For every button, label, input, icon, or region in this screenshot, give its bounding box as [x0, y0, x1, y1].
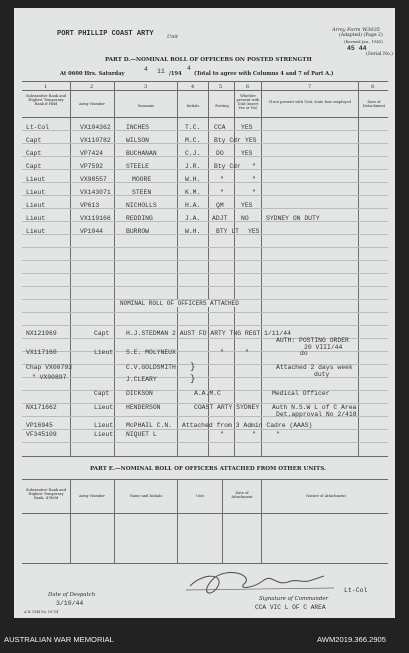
officer-initials: C.J. [185, 150, 201, 157]
col-header-employment: If not present with Unit, state how employed [269, 100, 351, 104]
attached-note: Attached 2 days week [276, 364, 353, 371]
attached-note: do [300, 350, 308, 357]
attached-note: Auth N.S.W L of C Area [272, 404, 357, 411]
attached-number: NX171662 [26, 404, 57, 411]
signature-unit: CCA VIC L OF C AREA [255, 604, 326, 611]
attached-note: Attached from 3 Admin Cadre (AAAS) [182, 422, 313, 429]
officer-number: VX119166 [80, 215, 111, 222]
date-of-despatch-label: Date of Despatch [48, 592, 96, 598]
officer-posting: " [220, 189, 224, 196]
officer-posting: Bty Cdr [214, 137, 241, 144]
part-e-divider-1 [70, 479, 71, 563]
attached-number: Chap VX00793 [26, 364, 73, 371]
officer-present: " [252, 176, 256, 183]
attached-present: " [245, 349, 249, 356]
officer-present: YES [241, 124, 253, 131]
attached-heading: NOMINAL ROLL OF OFFICERS ATTACHED [120, 300, 239, 307]
part-e-header-unit: Unit [196, 494, 204, 498]
officer-rank: Lieut [26, 228, 46, 235]
serial-label: (Serial No.) [366, 52, 393, 57]
row-rule [22, 312, 388, 313]
attached-name: NIQUET L [126, 431, 157, 438]
attached-note: AUTH: POSTING ORDER [276, 337, 349, 344]
col-divider-2 [114, 81, 115, 456]
row-rule [22, 351, 388, 352]
officer-posting: ADJT [212, 215, 228, 222]
attached-note: Det.approval No 2/418 [276, 411, 357, 418]
part-e-title: PART E.—NOMINAL ROLL OF OFFICERS ATTACHED FROM OTHER UNITS. [90, 466, 327, 472]
date-template: /194 [169, 71, 182, 77]
officer-number: VP7592 [80, 163, 104, 170]
serial-value: 45 44 [347, 45, 367, 52]
attached-rank: Lieut [94, 349, 114, 356]
officer-posting: BTY LT [216, 228, 240, 235]
attached-note: " [276, 431, 280, 438]
officer-initials: H.A. [185, 202, 201, 209]
officer-surname: WILSON [126, 137, 150, 144]
officer-surname: REDDING [126, 215, 153, 222]
row-rule [22, 286, 388, 287]
attached-rank: Capt [94, 330, 110, 337]
col-num-6: 6 [246, 84, 250, 90]
officer-rank: Lieut [26, 202, 46, 209]
attached-name: J.CLEARY [126, 376, 157, 383]
date-year: 4 [187, 65, 191, 72]
col-divider-4 [208, 81, 209, 456]
attached-name: HENDERSON [126, 404, 161, 411]
attached-rank: Lieut [94, 431, 114, 438]
attached-bracket: } [190, 374, 196, 384]
officer-present: YES [241, 202, 253, 209]
attached-present: " [252, 431, 256, 438]
row-rule [22, 208, 388, 209]
form-line-2: (Adapted) (Page 2) [339, 33, 383, 38]
row-rule [22, 221, 388, 222]
attached-number: NX121969 [26, 330, 57, 337]
col-divider-7 [358, 81, 359, 456]
table-top-rule [22, 81, 388, 82]
officer-number: VX143071 [80, 189, 111, 196]
officer-rank: Lt-Col [26, 124, 50, 131]
part-e-header-date: Date of Attachment [231, 491, 253, 499]
officer-initials: M.C. [185, 137, 201, 144]
col-divider-3 [177, 81, 178, 456]
part-e-header-number: Army Number [79, 494, 105, 498]
row-rule [22, 195, 388, 196]
officer-present: YES [241, 150, 253, 157]
officer-surname: STEEN [132, 189, 152, 196]
attached-name: C.V.GOLDSMITH [126, 364, 176, 371]
officer-posting: QM [216, 202, 224, 209]
form-line-1: Army Form W3035 [332, 27, 380, 33]
attached-number: VF345109 [26, 431, 57, 438]
document-page [14, 8, 395, 618]
officer-surname: BURROW [126, 228, 150, 235]
signature-rank: Lt-Col [344, 587, 368, 594]
row-rule [22, 169, 388, 170]
caption-right: AWM2019.366.2905 [317, 635, 386, 644]
officer-rank: Lieut [26, 215, 46, 222]
row-rule [22, 260, 388, 261]
officer-number: VP1044 [80, 228, 104, 235]
attached-name: H.J.STEDMAN 2 AUST FD ARTY TNG REGT 1/11/44 [126, 330, 291, 337]
attached-note: 20 VIII/44 [304, 344, 343, 351]
attached-posting: " [220, 349, 224, 356]
row-rule [22, 377, 388, 378]
part-e-divider-4 [222, 479, 223, 563]
attached-number: " VX00897 [32, 374, 67, 381]
col-header-detachment: Date of Detachment [362, 100, 386, 108]
officer-initials: J.A. [185, 215, 201, 222]
attached-name: McPHAIL C.N. [126, 422, 173, 429]
officer-posting: " [220, 176, 224, 183]
attached-unit: COAST ARTY SYDNEY [194, 404, 260, 411]
time-suffix: (Total to agree with Columns 4 and 7 of Part A.) [194, 71, 334, 77]
unit-name: PORT PHILLIP COAST ARTY [57, 30, 154, 38]
col-num-2: 2 [90, 84, 94, 90]
officer-number: VX98557 [80, 176, 107, 183]
officer-number: VX104362 [80, 124, 111, 131]
row-rule [22, 130, 388, 131]
col-num-4: 4 [191, 84, 195, 90]
attached-unit: A.A.M.C [194, 390, 221, 397]
col-header-initials: Initials [186, 104, 200, 108]
col-header-surname: Surname [137, 104, 155, 108]
signature-scrawl [184, 564, 344, 598]
part-d-title: PART D.—NOMINAL ROLL OF OFFICERS ON POSTED STRENGTH [105, 57, 312, 63]
row-rule [22, 182, 388, 183]
date-day: 4 [144, 66, 148, 73]
time-prefix: At 0600 Hrs. Saturday [60, 71, 125, 77]
col-divider-6 [261, 81, 262, 456]
caption-bar [0, 626, 409, 653]
attached-rank: Lieut [94, 422, 114, 429]
part-e-divider-3 [177, 479, 178, 563]
col-num-5: 5 [219, 84, 223, 90]
officer-rank: Lieut [26, 189, 46, 196]
part-e-header-name: Name and Initials [129, 494, 163, 498]
part-e-header-nature: Nature of Attachment [306, 494, 346, 498]
officer-surname: STEELE [126, 163, 150, 170]
officer-number: VP613 [80, 202, 100, 209]
officer-present: YES [245, 137, 257, 144]
attached-number: VP16945 [26, 422, 53, 429]
row-rule [22, 429, 388, 430]
col-num-3: 3 [144, 84, 148, 90]
col-num-7: 7 [308, 84, 312, 90]
officer-initials: W.H. [185, 176, 201, 183]
col-number-rule [22, 90, 388, 91]
officer-present: " [252, 163, 256, 170]
attached-rank: Capt [94, 390, 110, 397]
attached-note: duty [314, 371, 330, 378]
officer-posting: CCA [214, 124, 226, 131]
officer-present: YES [248, 228, 260, 235]
officer-posting: Bty Cdr [214, 163, 241, 170]
attached-name: S.E. MOLYNEUX [126, 349, 176, 356]
row-rule [22, 442, 388, 443]
row-rule [22, 156, 388, 157]
attached-note: Medical Officer [272, 390, 330, 397]
col-num-1: 1 [44, 84, 48, 90]
col-header-rank: Substantive Rank and Highest Temporary Rank if Held [25, 94, 67, 106]
header-bottom-rule [22, 117, 388, 118]
date-month: 11 [157, 68, 165, 75]
officer-rank: Capt [26, 137, 42, 144]
row-rule [22, 234, 388, 235]
attached-posting: " [220, 431, 224, 438]
part-e-divider-2 [114, 479, 115, 563]
part-e-top-rule [22, 479, 388, 480]
attached-name: DICKSON [126, 390, 153, 397]
row-rule [22, 273, 388, 274]
officer-initials: T.C. [185, 124, 201, 131]
caption-left: AUSTRALIAN WAR MEMORIAL [4, 635, 114, 644]
officer-initials: K.M. [185, 189, 201, 196]
row-rule [22, 247, 388, 248]
officer-rank: Lieut [26, 176, 46, 183]
col-header-present: Whether present with Unit (insert Yes or No) [236, 94, 260, 110]
col-header-army-number: Army Number [79, 102, 105, 106]
attached-rank: Lieut [94, 404, 114, 411]
part-e-header-rule [22, 513, 388, 514]
part-e-divider-5 [261, 479, 262, 563]
officer-surname: MOORE [132, 176, 152, 183]
officer-initials: W.H. [185, 228, 201, 235]
officer-surname: BUCHANAN [126, 150, 157, 157]
table-bottom-rule [22, 456, 388, 457]
part-e-header-rank: Substantive Rank and Highest Temporary Rank, if Held [25, 488, 67, 500]
officer-rank: Capt [26, 163, 42, 170]
row-rule [22, 143, 388, 144]
officer-present: " [252, 189, 256, 196]
officer-initials: J.R. [185, 163, 201, 170]
col-header-posting: Posting [215, 104, 229, 108]
officer-number: VP7424 [80, 150, 104, 157]
unit-suffix: Unit [167, 34, 179, 40]
print-mark: A.W. 1944 No. 18-7/4 [24, 610, 59, 614]
officer-rank: Capt [26, 150, 42, 157]
officer-posting: DO [216, 150, 224, 157]
attached-bracket: } [190, 362, 196, 372]
row-rule [22, 325, 388, 326]
signature-label: Signature of Commander [259, 596, 329, 602]
attached-number: VX117160 [26, 349, 57, 356]
officer-employment-note: SYDNEY ON DUTY [266, 215, 320, 222]
officer-surname: INCHES [126, 124, 150, 131]
officer-number: VX110782 [80, 137, 111, 144]
form-line-3: (Revised Jan., 1943) [344, 39, 383, 44]
officer-present: NO [241, 215, 249, 222]
col-divider-1 [70, 81, 71, 456]
officer-surname: NICHOLLS [126, 202, 157, 209]
col-num-8: 8 [371, 84, 375, 90]
date-of-despatch-value: 3/10/44 [56, 600, 84, 607]
